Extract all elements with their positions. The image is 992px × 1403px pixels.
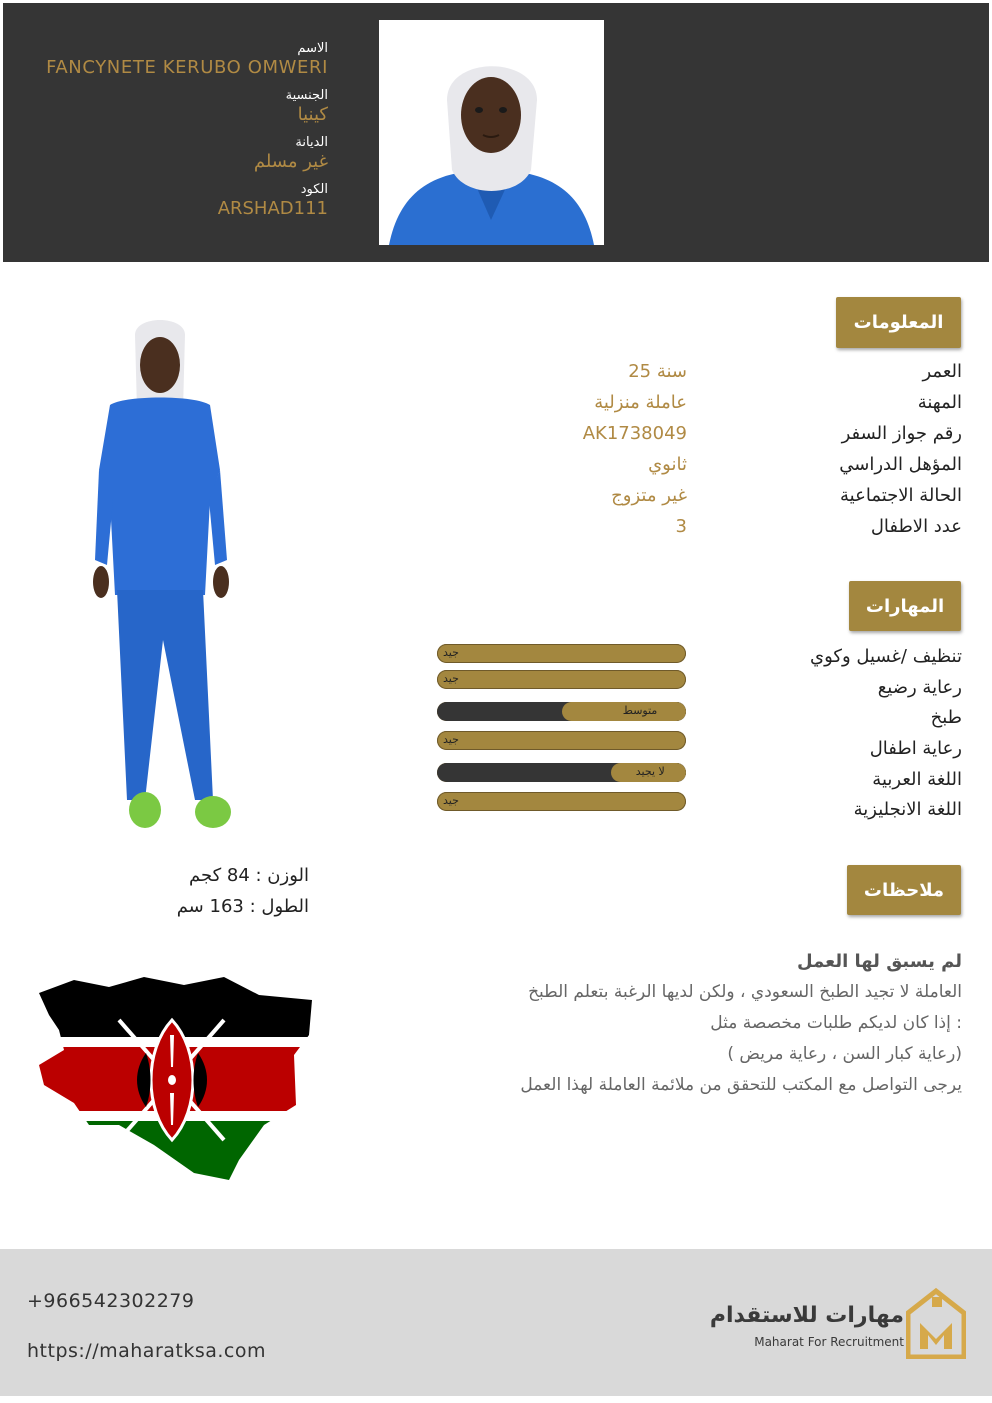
notes-line: إذا كان لديكم طلبات مخصصة مثل : (710, 1013, 962, 1033)
skill-level-text: متوسط (622, 704, 658, 717)
skill-label: تنظيف /غسيل وكوي (810, 646, 962, 667)
notes-line: يرجى التواصل مع المكتب للتحقق من ملائمة العاملة لهذا العمل (520, 1075, 962, 1095)
skill-level-bar (437, 731, 686, 750)
skill-level-text: جيد (443, 794, 459, 807)
skill-level-text: جيد (443, 733, 459, 746)
nationality-label: الجنسية (285, 88, 328, 103)
notes-line: ( رعاية كبار السن ، رعاية مريض) (727, 1044, 962, 1064)
full-body-photo (85, 320, 245, 845)
name-label: الاسم (297, 41, 328, 56)
info-label: المهنة (917, 392, 962, 413)
skill-label: رعاية رضيع (877, 677, 962, 698)
info-label: رقم جواز السفر (841, 423, 962, 444)
info-row (422, 361, 962, 392)
notes-section-title: ملاحظات (847, 865, 961, 915)
code-value: ARSHAD111 (217, 198, 328, 219)
company-logo-icon (906, 1287, 966, 1359)
info-label: العمر (922, 361, 962, 382)
worker-name: FANCYNETE KERUBO OMWERI (46, 57, 328, 78)
skill-label: اللغة الانجليزية (853, 799, 962, 820)
skill-level-text: جيد (443, 646, 459, 659)
phone-number[interactable]: +966542302279 (27, 1290, 195, 1312)
skill-level-bar (437, 763, 686, 782)
skill-label: طبخ (930, 707, 962, 728)
logo-english-text: Maharat For Recruitment (754, 1335, 904, 1349)
notes-line: لم يسبق لها العمل (797, 951, 962, 972)
skill-level-bar (437, 644, 686, 663)
notes-line: العاملة لا تجيد الطبخ السعودي ، ولكن لديها الرغبة بتعلم الطبخ (528, 982, 962, 1002)
footer (0, 1249, 992, 1396)
info-value: عاملة منزلية (594, 392, 687, 413)
religion-value: غير مسلم (253, 151, 328, 172)
info-value: 3 (675, 516, 687, 537)
info-value: 25 سنة (628, 361, 687, 382)
info-row (422, 454, 962, 485)
skills-section-title: المهارات (849, 581, 961, 631)
info-label: الحالة الاجتماعية (840, 485, 962, 506)
info-label: المؤهل الدراسي (839, 454, 962, 475)
website-link[interactable]: https://maharatksa.com (27, 1340, 267, 1362)
skill-label: اللغة العربية (872, 769, 962, 790)
portrait-photo (379, 20, 604, 245)
height-text: الطول : 163 سم (176, 896, 309, 917)
info-row (422, 485, 962, 516)
skill-label: رعاية اطفال (869, 738, 962, 759)
info-row (422, 392, 962, 423)
info-value: AK1738049 (582, 423, 687, 444)
info-value: غير متزوج (611, 485, 687, 506)
skill-level-bar (437, 792, 686, 811)
skill-level-bar (437, 670, 686, 689)
skill-level-text: لا يجيد (635, 765, 665, 778)
notes-text (422, 946, 962, 1101)
info-section-title: المعلومات (836, 297, 961, 348)
logo-arabic-text: مهارات للاستقدام (709, 1303, 904, 1328)
nationality-value: كينيا (297, 104, 328, 125)
skill-level-bar (437, 702, 686, 721)
profile-header (3, 3, 989, 262)
religion-label: الديانة (295, 135, 328, 150)
code-label: الكود (300, 182, 328, 197)
info-label: عدد الاطفال (870, 516, 962, 537)
kenya-flag-map (34, 975, 314, 1180)
skill-level-text: جيد (443, 672, 459, 685)
header-info (46, 41, 328, 229)
info-value: ثانوي (648, 454, 687, 475)
info-row (422, 516, 962, 547)
info-row (422, 423, 962, 454)
weight-text: الوزن : 84 كجم (189, 865, 309, 886)
